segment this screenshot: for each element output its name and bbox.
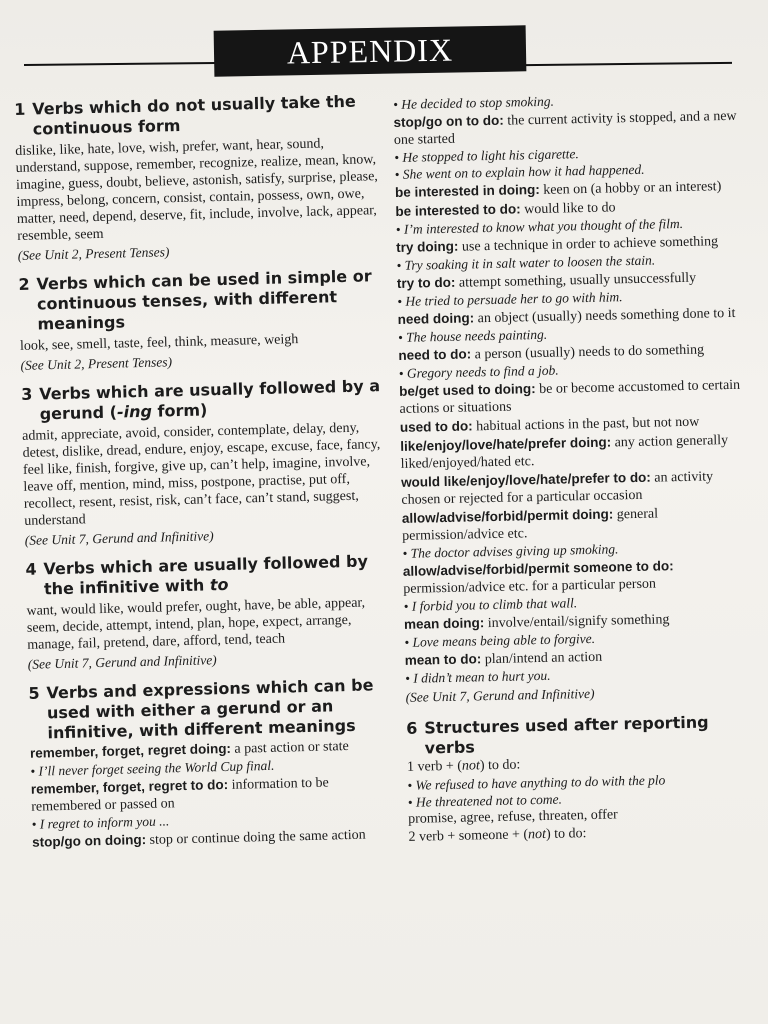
example-text: We refused to have anything to do with the plo [415, 772, 666, 793]
heading-part: Verbs which are usually followed by the infinitive with [43, 551, 369, 599]
verb-list: promise, agree, refuse, threaten, offer [407, 807, 618, 827]
section-number: 1 [14, 99, 26, 119]
verb-list: admit, appreciate, avoid, consider, contemplate, delay, deny, detest, dislike, dread, endure, enjoy, escape, excuse, face, fancy, feel like, finish, forgive, give up, can’t help, imagine, involve, leave off, mention, mind, miss, postpone, practise, put off, recollect, resent, resist, risk, can’t face, can’t stand, suggest, understand [22, 420, 381, 529]
entry-term: stop/go on to do: [393, 112, 504, 130]
example: • Gregory needs to find a job. [398, 362, 559, 381]
heading-italic: to [209, 574, 229, 595]
entry-term: try doing: [396, 238, 459, 255]
structure-italic: not [527, 826, 547, 843]
example-text: He decided to stop smoking. [401, 93, 555, 112]
example-text: Love means being able to forgive. [412, 630, 596, 650]
example-text: I forbid you to climb that wall. [411, 595, 578, 614]
example-text: The doctor advises giving up smoking. [410, 541, 619, 561]
entry-term: be interested in doing: [394, 181, 540, 200]
entry-definition: plan/intend an action [481, 649, 603, 668]
structure-part: ) to do: [545, 826, 587, 842]
entry-definition: keen on (a hobby or an interest) [539, 179, 722, 198]
entry-term: stop/go on doing: [31, 831, 147, 850]
entry-definition: any action generally liked/enjoyed/hated etc. [400, 433, 729, 472]
section-number: 2 [18, 274, 30, 294]
entry-term: allow/advise/forbid/permit doing: [401, 506, 614, 526]
example: • Love means being able to forgive. [404, 630, 596, 650]
unit-reference: (See Unit 7, Gerund and Infinitive) [24, 528, 214, 548]
example-text: I didn’t mean to hurt you. [413, 667, 551, 686]
example-text: He tried to persuade her to go with him. [405, 289, 623, 309]
structure-part: 1 verb + ( [406, 758, 463, 775]
example-text: I regret to inform you ... [39, 813, 170, 832]
section-title: Verbs which do not usually take the continuous form [31, 91, 356, 139]
section-heading [25, 551, 388, 600]
example-text: Gregory needs to find a job. [406, 362, 559, 381]
header-rule-right [526, 62, 732, 66]
example: • Try soaking it in salt water to loosen the stain. [396, 252, 656, 273]
section-title [39, 376, 384, 424]
heading-part: Verbs which are usually followed by a gerund ( [38, 376, 381, 424]
section-6 [406, 711, 761, 846]
entry-term: allow/advise/forbid/permit someone to do: [402, 558, 674, 579]
example-text: Try soaking it in salt water to loosen the stain. [404, 252, 656, 273]
example-text: I’ll never forget seeing the World Cup final. [38, 757, 275, 779]
example-text: The house needs painting. [406, 326, 548, 345]
entry-term: need doing: [397, 310, 475, 327]
section-number: 6 [406, 718, 418, 738]
entry-term: used to do: [399, 418, 473, 435]
example: • I didn’t mean to hurt you. [405, 667, 551, 686]
entry-definition: stop or continue doing the same action [145, 827, 366, 848]
section-5 [28, 675, 394, 852]
example: • He threatened not to come. [407, 791, 563, 810]
section-heading [18, 266, 381, 335]
section-3 [21, 376, 387, 550]
entry-definition: general permission/advice etc. [402, 506, 659, 544]
entry-definition: a person (usually) needs to do something [471, 342, 705, 363]
entry [401, 467, 754, 509]
verb-list: dislike, like, hate, love, wish, prefer, want, hear, sound, understand, suppose, remember, recognize, realize, mean, know, imagine, guess, doubt, believe, astonish, satisfy, surprise, please, impress, belong, concern, consist, contain, possess, own, owe, matter, need, depend, deserve, fit, include, involve, lack, appear, resemble, seem [15, 136, 379, 244]
entry-definition: use a technique in order to achieve something [458, 234, 719, 255]
entry-term: need to do: [398, 346, 472, 363]
entry-term: remember, forget, regret doing: [29, 740, 232, 761]
example-text: I’m interested to know what you thought of the film. [403, 215, 684, 237]
entry-definition: permission/advice etc. for a particular person [403, 576, 657, 597]
entry [400, 431, 753, 473]
entry-definition: involve/entail/signify something [484, 612, 670, 632]
example: • I’ll never forget seeing the World Cup final. [30, 757, 275, 779]
verb-list: want, would like, would prefer, ought, have, be able, appear, seem, decide, attempt, intend, plan, hope, expect, arrange, manage, fail, pretend, dare, afford, tend, teach [26, 595, 366, 653]
entry-term: would like/enjoy/love/hate/prefer to do: [400, 469, 651, 490]
unit-reference: (See Unit 2, Present Tenses) [20, 354, 173, 373]
example-text: She went on to explain how it had happened. [402, 161, 645, 182]
example: • I’m interested to know what you thought of the film. [395, 215, 684, 237]
section-title: Structures used after reporting verbs [424, 712, 709, 758]
example: • The doctor advises giving up smoking. [402, 541, 619, 561]
heading-italic: -ing [116, 401, 153, 422]
example: • The house needs painting. [397, 326, 548, 345]
example-text: He threatened not to come. [415, 791, 563, 810]
example: • He decided to stop smoking. [393, 93, 555, 112]
example: • I forbid you to climb that wall. [403, 595, 578, 614]
verb-list: look, see, smell, taste, feel, think, measure, weigh [19, 332, 299, 354]
section-title: Verbs which can be used in simple or continuous tenses, with different meanings [36, 266, 372, 334]
page-title: APPENDIX [214, 25, 527, 76]
unit-reference: (See Unit 7, Gerund and Infinitive) [405, 685, 595, 705]
left-column [14, 91, 395, 862]
structure-part: ) to do: [479, 757, 521, 774]
entry-definition: habitual actions in the past, but not now [472, 414, 700, 435]
section-title: Verbs and expressions which can be used with either a gerund or an infinitive, with different meanings [46, 675, 374, 743]
structure-italic: not [461, 758, 481, 774]
entry-definition: a past action or state [230, 739, 349, 757]
example: • He stopped to light his cigarette. [394, 146, 579, 165]
section-2 [18, 266, 382, 375]
section-title [43, 551, 388, 599]
entry-definition: the current activity is stopped, and a new one started [393, 108, 737, 148]
section-heading [28, 675, 391, 744]
heading-part: form) [151, 400, 208, 421]
section-1 [14, 91, 380, 265]
example: • We refused to have anything to do with the plo [407, 772, 666, 793]
section-heading [14, 91, 377, 140]
example: • He tried to persuade her to go with him. [397, 289, 623, 309]
section-number: 4 [25, 559, 37, 579]
entry [399, 376, 752, 418]
entry-definition: be or become accustomed to certain actions or situations [399, 377, 741, 417]
unit-reference: (See Unit 2, Present Tenses) [17, 244, 170, 263]
section-number: 3 [20, 384, 33, 404]
unit-reference: (See Unit 7, Gerund and Infinitive) [27, 652, 217, 672]
entry-term: remember, forget, regret to do: [30, 776, 229, 797]
entry-definition: attempt something, usually unsuccessfully [455, 270, 697, 291]
entry-term: mean doing: [403, 615, 485, 632]
entry-term: mean to do: [404, 651, 482, 668]
entry-definition: information to be remembered or passed on [31, 775, 329, 815]
entry-definition: an activity chosen or rejected for a particular occasion [401, 469, 714, 508]
entry-term: like/enjoy/love/hate/prefer doing: [400, 434, 612, 454]
example: • She went on to explain how it had happened. [394, 161, 645, 182]
section-number: 5 [28, 683, 40, 703]
entry-definition: would like to do [520, 200, 616, 218]
section-heading [21, 376, 384, 425]
example: • I regret to inform you ... [31, 813, 170, 832]
section-heading [406, 711, 759, 758]
entry-term: be interested to do: [395, 201, 521, 219]
section-4 [25, 551, 390, 674]
entry-term: try to do: [396, 274, 456, 291]
entry-definition: an object (usually) needs something done to it [474, 305, 736, 327]
example-text: He stopped to light his cigarette. [402, 146, 579, 165]
structure-part: 2 verb + someone + ( [408, 827, 529, 845]
header-rule-left [24, 62, 216, 66]
entry-term: be/get used to doing: [399, 381, 536, 399]
right-column [393, 89, 761, 857]
